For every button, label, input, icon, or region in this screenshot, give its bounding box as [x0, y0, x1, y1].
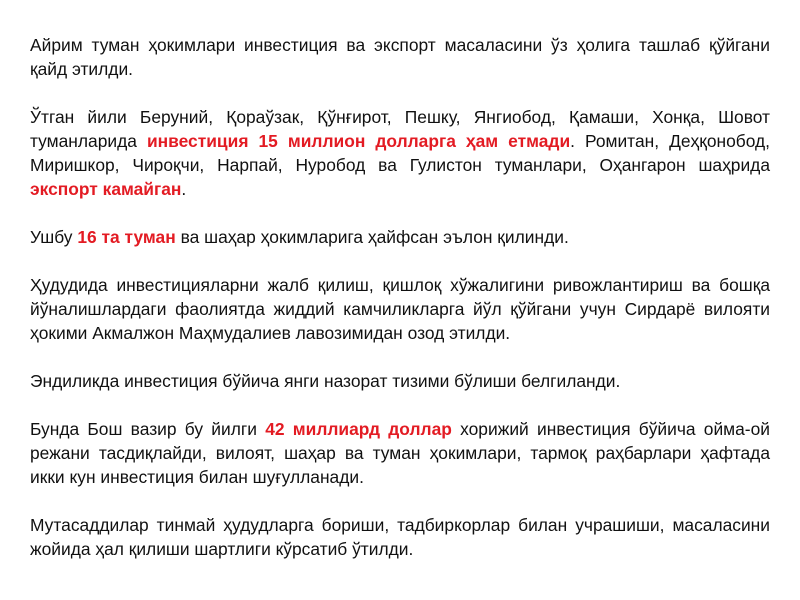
paragraph — [30, 225, 770, 249]
paragraph — [30, 273, 770, 345]
highlighted-text: экспорт камайган — [30, 179, 182, 199]
body-text: Ушбу — [30, 227, 78, 247]
highlighted-text: инвестиция 15 миллион долларга ҳам етмади — [146, 131, 571, 151]
paragraph — [30, 33, 770, 81]
highlighted-text: 16 та туман — [77, 227, 176, 247]
body-text: Бунда Бош вазир бу йилги — [30, 419, 266, 439]
body-text: Мутасаддилар тинмай ҳудудларга бориши, тадбиркорлар билан учрашиши, масаласини жойида ҳал қилиши шартлиги кўрсатиб ўтилди. — [30, 515, 770, 559]
article-body — [30, 33, 770, 585]
body-text: Эндиликда инвестиция бўйича янги назорат тизими бўлиши белгиланди. — [30, 371, 621, 391]
paragraph — [30, 105, 770, 201]
body-text: ва шаҳар ҳокимларига ҳайфсан эълон қилинди. — [175, 227, 569, 247]
highlighted-text: 42 миллиард доллар — [265, 419, 452, 439]
paragraph — [30, 513, 770, 561]
paragraph — [30, 369, 770, 393]
body-text: Ҳудудида инвестицияларни жалб қилиш, қишлоқ хўжалигини ривожлантириш ва бошқа йўналишлардаги фаолиятда жиддий камчиликларга йўл қўйгани учун Сирдарё вилояти ҳокими Акмалжон Маҳмудалиев лавозимидан озод этилди. — [30, 275, 770, 343]
body-text: Ўтган йили Беруний, Қораўзак, Қўнғирот, Пешку, Янгиобод, Қамаши, Хонқа, Шовот туманларида — [30, 107, 770, 151]
body-text: . — [181, 179, 187, 199]
body-text: . Ромитан, Деҳқонобод, Миришкор, Чироқчи, Нарпай, Нуробод ва Гулистон туманлари, Оҳангарон шаҳрида — [30, 131, 771, 175]
body-text: Айрим туман ҳокимлари инвестиция ва экспорт масаласини ўз ҳолига ташлаб қўйгани қайд этилди. — [30, 35, 770, 79]
body-text: хорижий инвестиция бўйича ойма-ой режани тасдиқлайди, вилоят, шаҳар ва туман ҳокимлари, тармоқ раҳбарлари ҳафтада икки кун инвестиция билан шуғулланади. — [30, 419, 770, 487]
paragraph — [30, 417, 770, 489]
